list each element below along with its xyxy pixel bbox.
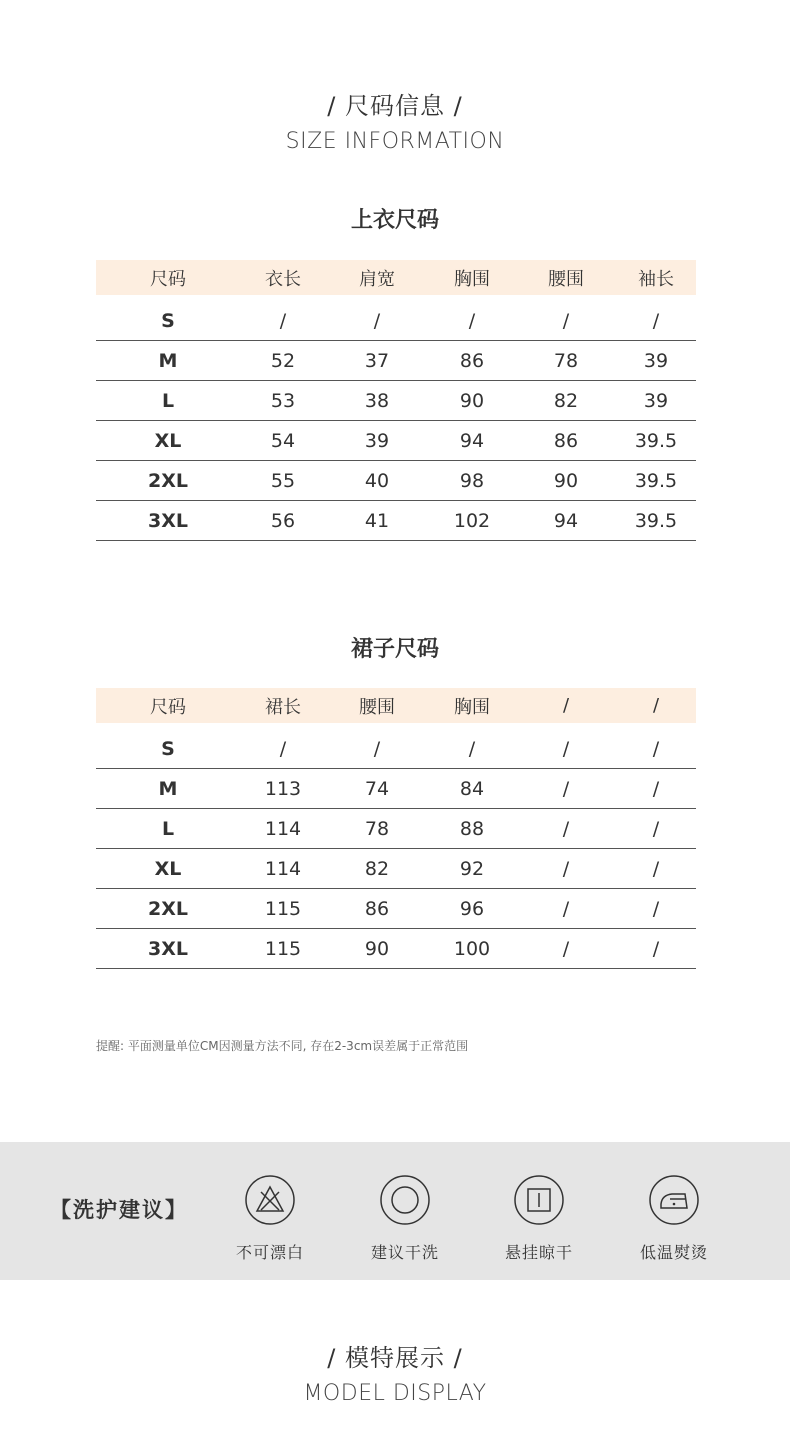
- table-cell: 74: [364, 777, 390, 800]
- model-display-title-cn: / 模特展示 /: [327, 1344, 463, 1372]
- top-size-table: [96, 260, 696, 541]
- table-cell: 40: [364, 469, 390, 492]
- table-cell: 37: [364, 349, 390, 372]
- table-cell: 39: [364, 429, 390, 452]
- table-cell: 53: [270, 389, 296, 412]
- table-cell: M: [158, 777, 178, 800]
- table-row: [96, 341, 696, 381]
- table-header-row: [96, 260, 696, 295]
- skirt-table-title: 裙子尺码: [350, 637, 439, 662]
- table-header-cell: 胸围: [454, 268, 490, 290]
- table-header-cell: 胸围: [454, 696, 490, 718]
- table-cell: 78: [364, 817, 390, 840]
- table-cell: 78: [553, 349, 579, 372]
- table-cell: /: [279, 309, 287, 332]
- no-bleach-icon: [244, 1174, 296, 1226]
- table-cell: 115: [264, 897, 302, 920]
- care-label: 【洗护建议】: [50, 1198, 188, 1222]
- table-cell: 2XL: [148, 897, 188, 920]
- care-instructions-band: [0, 1142, 790, 1280]
- table-header-cell: /: [562, 695, 570, 716]
- table-cell: 88: [459, 817, 485, 840]
- table-header-row: [96, 688, 696, 723]
- table-cell: 39: [643, 349, 669, 372]
- table-cell: 113: [264, 777, 302, 800]
- table-cell: 82: [364, 857, 390, 880]
- table-cell: /: [652, 937, 660, 960]
- table-header-cell: 裙长: [265, 696, 301, 718]
- table-cell: 39: [643, 389, 669, 412]
- table-cell: 114: [264, 817, 302, 840]
- table-cell: 52: [270, 349, 296, 372]
- table-cell: 98: [459, 469, 485, 492]
- size-info-title-cn: / 尺码信息 /: [327, 92, 463, 120]
- table-row: [96, 769, 696, 809]
- table-header-cell: 袖长: [638, 268, 674, 290]
- table-cell: /: [652, 857, 660, 880]
- table-cell: L: [161, 389, 175, 412]
- table-cell: 38: [364, 389, 390, 412]
- model-display-title-en: MODEL DISPLAY: [303, 1381, 487, 1406]
- table-cell: 115: [264, 937, 302, 960]
- table-cell: /: [652, 737, 660, 760]
- table-cell: /: [279, 737, 287, 760]
- care-item-low-iron: [624, 1174, 724, 1263]
- care-text-dry-clean: 建议干洗: [370, 1243, 439, 1262]
- table-cell: /: [562, 897, 570, 920]
- table-cell: 54: [270, 429, 296, 452]
- size-info-title-en: SIZE INFORMATION: [285, 129, 505, 154]
- wash-icon: [379, 1174, 431, 1226]
- table-cell: 2XL: [148, 469, 188, 492]
- table-row: [96, 849, 696, 889]
- table-cell: /: [562, 817, 570, 840]
- table-cell: 84: [459, 777, 485, 800]
- table-row: [96, 301, 696, 341]
- measurement-note: 提醒: 平面测量单位CM因测量方法不同, 存在2-3cm误差属于正常范围: [96, 1039, 469, 1053]
- table-cell: 90: [364, 937, 390, 960]
- table-row: [96, 421, 696, 461]
- table-cell: /: [652, 897, 660, 920]
- table-cell: L: [161, 817, 175, 840]
- table-cell: 86: [553, 429, 579, 452]
- care-item-no-bleach: [220, 1174, 320, 1263]
- table-cell: 90: [553, 469, 579, 492]
- table-header-cell: 腰围: [359, 696, 395, 718]
- low-iron-icon: [648, 1174, 700, 1226]
- table-cell: 96: [459, 897, 485, 920]
- table-cell: XL: [154, 429, 182, 452]
- table-cell: /: [468, 737, 476, 760]
- table-cell: 39.5: [634, 429, 678, 452]
- top-table-title: 上衣尺码: [350, 208, 439, 233]
- care-text-hang-dry: 悬挂晾干: [504, 1243, 573, 1262]
- table-cell: 92: [459, 857, 485, 880]
- table-cell: 55: [270, 469, 296, 492]
- table-cell: 86: [364, 897, 390, 920]
- table-header-cell: 肩宽: [359, 268, 395, 290]
- table-cell: /: [562, 857, 570, 880]
- table-cell: 94: [459, 429, 485, 452]
- table-cell: /: [562, 737, 570, 760]
- table-row: [96, 809, 696, 849]
- table-cell: 94: [553, 509, 579, 532]
- table-row: [96, 929, 696, 969]
- table-row: [96, 501, 696, 541]
- care-text-no-bleach: 不可漂白: [235, 1243, 304, 1262]
- table-cell: XL: [154, 857, 182, 880]
- table-cell: /: [373, 309, 381, 332]
- table-row: [96, 889, 696, 929]
- table-cell: M: [158, 349, 178, 372]
- table-cell: 82: [553, 389, 579, 412]
- table-header-cell: 腰围: [548, 268, 584, 290]
- table-cell: 86: [459, 349, 485, 372]
- table-cell: /: [468, 309, 476, 332]
- care-item-hang-dry: [489, 1174, 589, 1263]
- table-cell: /: [652, 309, 660, 332]
- table-row: [96, 461, 696, 501]
- table-header-cell: 衣长: [265, 268, 301, 290]
- table-cell: 39.5: [634, 469, 678, 492]
- care-text-low-iron: 低温熨烫: [639, 1243, 708, 1262]
- model-display-heading: [0, 1338, 790, 1406]
- skirt-size-table: [96, 688, 696, 969]
- hang-dry-icon: [513, 1174, 565, 1226]
- table-cell: /: [652, 777, 660, 800]
- table-header-cell: 尺码: [150, 268, 186, 290]
- size-info-heading: [0, 86, 790, 154]
- table-cell: S: [161, 309, 175, 332]
- table-header-cell: /: [652, 695, 660, 716]
- table-cell: S: [161, 737, 175, 760]
- table-cell: 114: [264, 857, 302, 880]
- table-cell: 3XL: [148, 937, 188, 960]
- table-cell: /: [562, 937, 570, 960]
- table-row: [96, 729, 696, 769]
- table-row: [96, 381, 696, 421]
- table-header-cell: 尺码: [150, 696, 186, 718]
- table-cell: 56: [270, 509, 296, 532]
- table-cell: /: [562, 777, 570, 800]
- table-cell: /: [373, 737, 381, 760]
- table-cell: 90: [459, 389, 485, 412]
- table-cell: 39.5: [634, 509, 678, 532]
- table-cell: 100: [453, 937, 491, 960]
- table-cell: /: [562, 309, 570, 332]
- table-cell: 3XL: [148, 509, 188, 532]
- care-item-dry-clean: [355, 1174, 455, 1263]
- table-cell: /: [652, 817, 660, 840]
- table-cell: 102: [453, 509, 491, 532]
- table-cell: 41: [364, 509, 390, 532]
